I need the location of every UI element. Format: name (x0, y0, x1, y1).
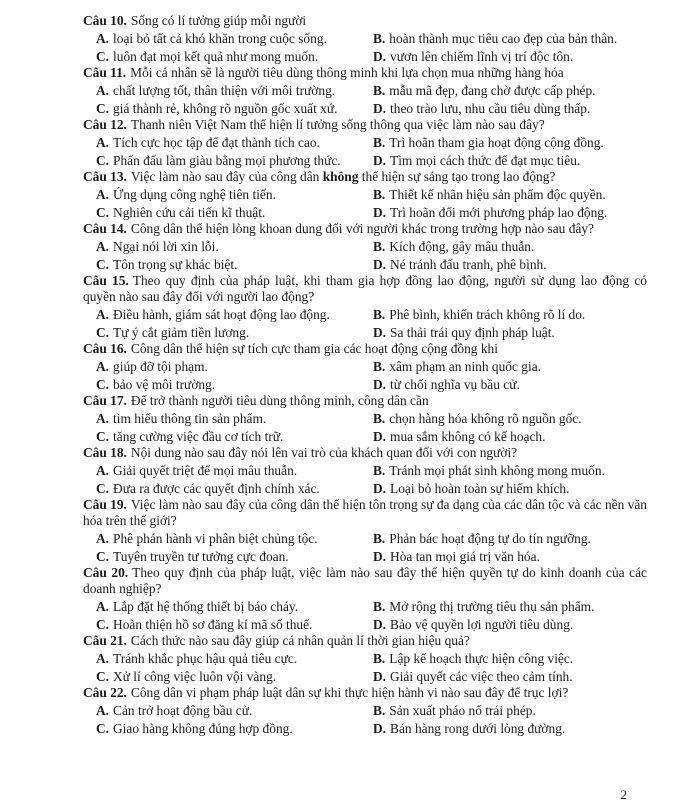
question-label: Câu 15. (83, 273, 129, 288)
question-stem: Cách thức nào sau đây giúp cá nhân quản lí thời gian hiệu quả? (130, 633, 470, 648)
option-c: C. Đưa ra được các quyết định chính xác. (96, 481, 320, 496)
question-stem: Việc làm nào sau đây của công dân thể hiện tôn trọng sự đa dạng của các dân tộc và các nền văn hóa trên thế giới? (83, 497, 647, 528)
option-d: D. Né tránh đấu tranh, phê bình. (373, 257, 547, 272)
option-b: B. Tránh mọi phát sinh không mong muốn. (373, 463, 605, 478)
question-19 (83, 497, 647, 565)
option-d: D. Giải quyết các việc theo cảm tính. (373, 669, 573, 684)
option-b: B. Phản bác hoạt động tự do tín ngưỡng. (373, 531, 591, 546)
question-label: Câu 17. (83, 393, 127, 408)
option-a: A. Giải quyết triệt để mọi mâu thuẫn. (96, 463, 298, 478)
option-d: D. Bán hàng rong dưới lòng đường. (373, 721, 566, 736)
option-b: B. mẫu mã đẹp, đang chờ được cấp phép. (373, 83, 596, 98)
option-d: D. theo trào lưu, nhu cầu tiêu dùng thấp. (373, 101, 591, 116)
option-c: C. tăng cường việc đầu cơ tích trữ. (96, 429, 284, 444)
option-c: C. bảo vệ môi trường. (96, 377, 216, 392)
option-b: B. Sản xuất pháo nổ trái phép. (373, 703, 536, 718)
question-16 (83, 341, 647, 393)
option-d: D. từ chối nghĩa vụ bầu cử. (373, 377, 520, 392)
option-d: D. Hòa tan mọi giá trị văn hóa. (373, 549, 540, 564)
option-a: A. Tích cực học tập để đạt thành tích cao. (96, 135, 320, 150)
question-label: Câu 12. (83, 117, 127, 132)
option-a: A. Điều hành, giám sát hoạt động lao động. (96, 307, 330, 322)
option-c: C. Tuyên truyền tư tưởng cực đoan. (96, 549, 289, 564)
option-b: B. chọn hàng hóa không rõ nguồn gốc. (373, 411, 582, 426)
option-d: D. vươn lên chiếm lĩnh vị trí độc tôn. (373, 49, 574, 64)
option-a: A. loại bỏ tất cả khó khăn trong cuộc sống. (96, 31, 327, 46)
option-c: C. Hoàn thiện hồ sơ đăng kí mã số thuế. (96, 617, 313, 632)
emphasis-not: không (322, 169, 359, 184)
option-c: C. Phấn đấu làm giàu bằng mọi phương thức. (96, 153, 341, 168)
question-17 (83, 393, 647, 445)
option-d: D. Loại bỏ hoàn toàn sự hiểm khích. (373, 481, 570, 496)
option-a: A. Ứng dụng công nghệ tiên tiến. (96, 187, 276, 202)
question-stem: Thanh niên Việt Nam thể hiện lí tưởng sống thông qua việc làm nào sau đây? (130, 117, 545, 132)
question-13 (83, 169, 647, 221)
option-d: D. Bảo vệ quyền lợi người tiêu dùng. (373, 617, 574, 632)
question-20 (83, 565, 647, 633)
question-stem: Công dân vi phạm pháp luật dân sự khi thực hiện hành vi nào sau đây để trục lợi? (130, 685, 569, 700)
option-a: A. Phê phán hành vi phân biệt chủng tộc. (96, 531, 318, 546)
question-15 (83, 273, 647, 341)
question-label: Câu 13. (83, 169, 127, 184)
option-c: C. Xử lí công việc luôn vội vàng. (96, 669, 277, 684)
question-18 (83, 445, 647, 497)
option-b: B. Phê bình, khiển trách không rõ lí do. (373, 307, 586, 322)
option-a: A. Ngại nói lời xin lỗi. (96, 239, 219, 254)
question-stem: Để trở thành người tiêu dùng thông minh, công dân cần (130, 393, 429, 408)
question-label: Câu 14. (83, 221, 127, 236)
question-22 (83, 685, 647, 737)
question-11 (83, 65, 647, 117)
option-b: B. Kích động, gây mâu thuẫn. (373, 239, 535, 254)
option-c: C. Giao hàng không đúng hợp đồng. (96, 721, 293, 736)
question-stem: Công dân thể hiện lòng khoan dung đối với người khác trong trường hợp nào sau đây? (130, 221, 594, 236)
option-b: B. Mở rộng thị trường tiêu thụ sản phẩm. (373, 599, 595, 614)
option-b: B. Lập kế hoạch thực hiện công việc. (373, 651, 574, 666)
question-10 (83, 13, 647, 65)
question-stem: Theo quy định của pháp luật, khi tham gia hợp đồng lao động, người sử dụng lao động có quyền nào sau đây đối với người lao động? (83, 273, 647, 304)
option-b: B. Thiết kế nhãn hiệu sản phẩm độc quyền. (373, 187, 606, 202)
question-stem: Sống có lí tưởng giúp mỗi người (130, 13, 307, 28)
option-a: A. Tránh khắc phục hậu quả tiêu cực. (96, 651, 298, 666)
question-label: Câu 10. (83, 13, 127, 28)
question-stem: Việc làm nào sau đây của công dân không thể hiện sự sáng tạo trong lao động? (130, 169, 556, 184)
option-c: C. Tự ý cắt giảm tiền lương. (96, 325, 250, 340)
option-c: C. luôn đạt mọi kết quả như mong muốn. (96, 49, 319, 64)
option-c: C. Nghiên cứu cải tiến kĩ thuật. (96, 205, 266, 220)
option-b: B. hoàn thành mục tiêu cao đẹp của bản thân. (373, 31, 618, 46)
option-c: C. Tôn trọng sự khác biệt. (96, 257, 238, 272)
option-a: A. tìm hiểu thông tin sản phẩm. (96, 411, 267, 426)
question-stem: Mỗi cá nhân sẽ là người tiêu dùng thông minh khi lựa chọn mua những hàng hóa (130, 65, 564, 80)
question-label: Câu 18. (83, 445, 127, 460)
option-a: A. Cản trở hoạt động bầu cử. (96, 703, 253, 718)
question-14 (83, 221, 647, 273)
option-c: C. giá thành rẻ, không rõ nguồn gốc xuất xứ. (96, 101, 338, 116)
question-21 (83, 633, 647, 685)
question-label: Câu 20. (83, 565, 129, 580)
question-stem: Công dân thể hiện sự tích cực tham gia các hoạt động cộng đồng khi (130, 341, 498, 356)
question-label: Câu 11. (83, 65, 127, 80)
option-a: A. giúp đỡ tội phạm. (96, 359, 208, 374)
question-12 (83, 117, 647, 169)
question-label: Câu 21. (83, 633, 127, 648)
page-number: 2 (620, 787, 627, 802)
option-d: D. Tìm mọi cách thức để đạt mục tiêu. (373, 153, 581, 168)
option-d: D. mua sắm không có kế hoạch. (373, 429, 546, 444)
option-a: A. Lắp đặt hệ thống thiết bị báo cháy. (96, 599, 299, 614)
option-b: B. Trì hoãn tham gia hoạt động cộng đồng. (373, 135, 604, 150)
question-label: Câu 16. (83, 341, 127, 356)
question-stem: Nội dung nào sau đây nói lên vai trò của khách quan đối với con người? (130, 445, 518, 460)
option-b: B. xâm phạm an ninh quốc gia. (373, 359, 542, 374)
question-stem: Theo quy định của pháp luật, việc làm nào sau đây thể hiện quyền tự do kinh doanh của các doanh nghiệp? (83, 565, 647, 596)
option-d: D. Sa thải trái quy định pháp luật. (373, 325, 555, 340)
option-d: D. Trì hoãn đổi mới phương pháp lao động. (373, 205, 608, 220)
question-label: Câu 22. (83, 685, 127, 700)
option-a: A. chất lượng tốt, thân thiện với môi trường. (96, 83, 336, 98)
question-label: Câu 19. (83, 497, 127, 512)
